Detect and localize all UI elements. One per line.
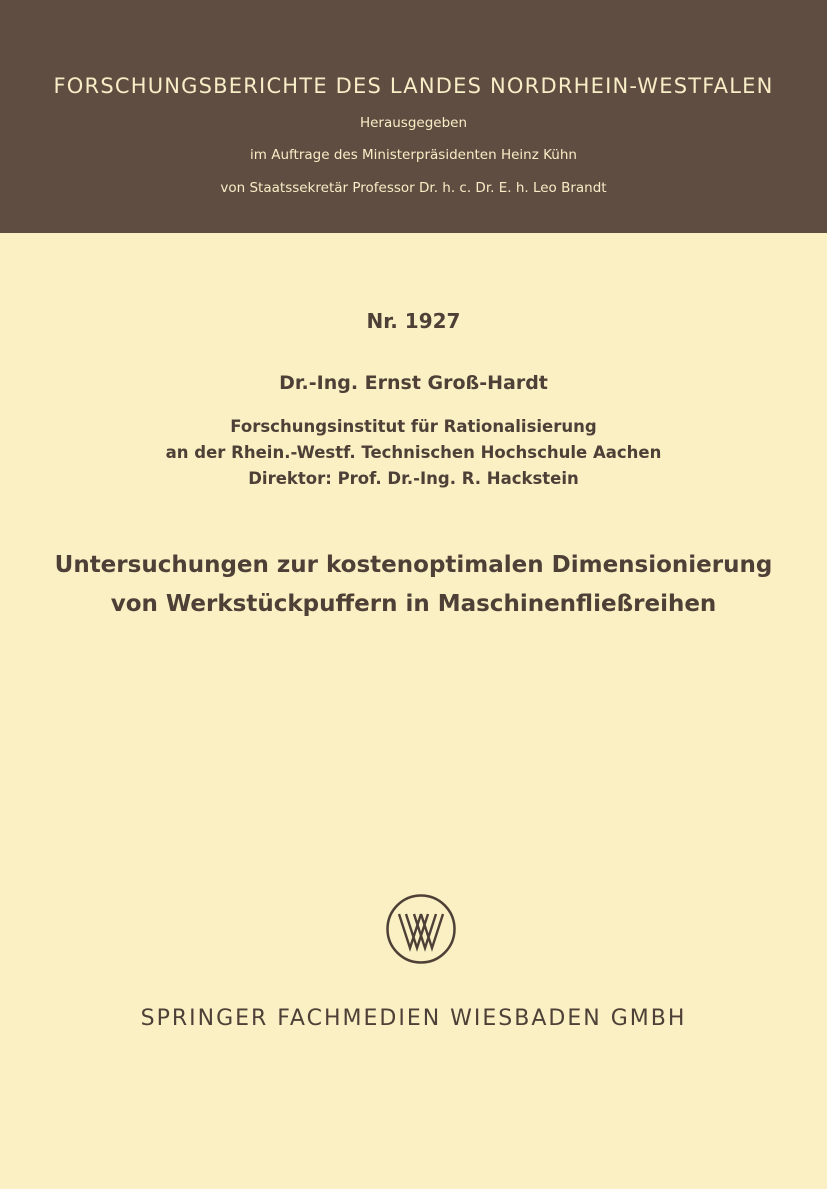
publisher-logo-icon: [385, 893, 457, 965]
series-title: FORSCHUNGSBERICHTE DES LANDES NORDRHEIN-WESTFALEN: [53, 74, 774, 98]
report-number: Nr. 1927: [366, 309, 461, 333]
author-name: Dr.-Ing. Ernst Groß-Hardt: [279, 372, 548, 394]
book-title-line-1: Untersuchungen zur kostenoptimalen Dimensionierung: [54, 552, 773, 578]
publisher-name: SPRINGER FACHMEDIEN WIESBADEN GMBH: [140, 1006, 687, 1031]
book-title-line-2: von Werkstückpuffern in Maschinenfließreihen: [110, 591, 717, 617]
institute-line-3: Direktor: Prof. Dr.-Ing. R. Hackstein: [248, 469, 579, 488]
header-band: [0, 0, 827, 233]
institute-line-2: an der Rhein.-Westf. Technischen Hochschule Aachen: [165, 443, 662, 462]
editor-line-3: von Staatssekretär Professor Dr. h. c. Dr. E. h. Leo Brandt: [220, 180, 607, 196]
editor-line-2: im Auftrage des Ministerpräsidenten Heinz Kühn: [250, 147, 577, 163]
institute-line-1: Forschungsinstitut für Rationalisierung: [230, 417, 597, 436]
editor-line-1: Herausgegeben: [359, 115, 468, 131]
